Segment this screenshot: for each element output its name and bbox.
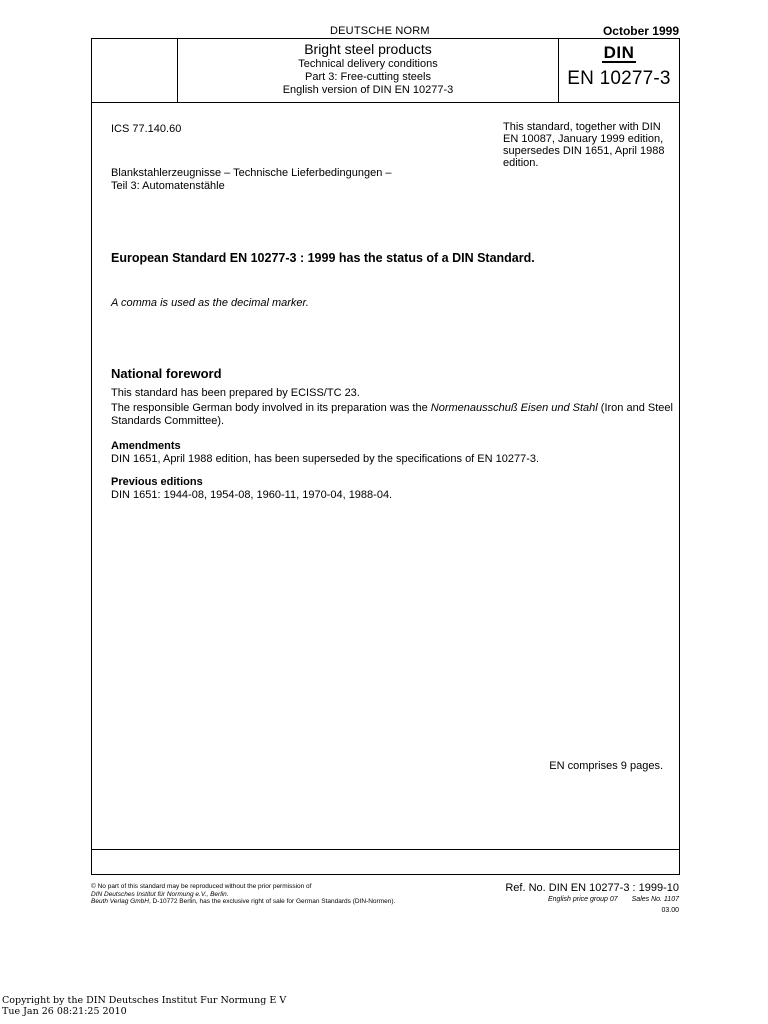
download-stamp-line-1: Copyright by the DIN Deutsches Institut Fur Normung E V	[2, 995, 287, 1006]
copyright-line-1: © No part of this standard may be reproduced without the prior permission of	[91, 883, 312, 890]
publication-date: October 1999	[602, 24, 679, 38]
german-title	[111, 167, 392, 192]
amendments-text: DIN 1651, April 1988 edition, has been superseded by the specifications of EN 10277-3.	[111, 453, 540, 465]
download-stamp	[2, 995, 286, 1017]
document-frame	[91, 38, 680, 875]
page-count-note: EN comprises 9 pages.	[549, 760, 663, 772]
title-line-2: Part 3: Free-cutting steels	[305, 71, 431, 83]
publisher-name: Beuth Verlag GmbH	[91, 898, 149, 905]
foreword-p2-end: (Iron and Steel Standards Committee).	[111, 402, 673, 427]
foreword-paragraph-2	[111, 402, 676, 428]
previous-editions-text: DIN 1651: 1944-08, 1954-08, 1960-11, 1970-04, 1988-04.	[111, 489, 393, 501]
german-title-line-1: Blankstahlerzeugnisse – Technische Lieferbedingungen –	[111, 167, 392, 179]
standard-number: EN 10277-3	[567, 68, 671, 89]
previous-editions-heading: Previous editions	[111, 476, 203, 488]
national-foreword-heading: National foreword	[111, 366, 222, 381]
ics-code: ICS 77.140.60	[111, 123, 182, 135]
copyright-line-3	[91, 898, 481, 906]
title-block	[178, 41, 558, 97]
copyright-line-2: DIN Deutsches Institut für Normung e.V., Berlin.	[91, 890, 229, 898]
deutsche-norm-label: DEUTSCHE NORM	[330, 25, 430, 37]
document-title: Bright steel products	[304, 41, 432, 57]
price-group: English price group 07	[547, 896, 618, 903]
title-line-3: English version of DIN EN 10277-3	[282, 84, 454, 96]
title-line-1: Technical delivery conditions	[298, 58, 438, 70]
german-title-line-2: Teil 3: Automatenstähle	[111, 179, 225, 192]
publisher-rest: , D-10772 Berlin, has the exclusive right of sale for German Standards (DIN-Normen).	[148, 898, 396, 905]
committee-name: Normenausschuß Eisen und Stahl	[430, 402, 598, 414]
copyright-notice	[91, 883, 481, 906]
national-foreword-body	[111, 387, 676, 502]
download-stamp-line-2: Tue Jan 26 08:21:25 2010	[2, 1006, 127, 1017]
amendments-heading: Amendments	[111, 440, 181, 452]
din-logo	[558, 45, 680, 90]
din-word-logo: DIN	[603, 43, 635, 62]
header-rule	[92, 102, 679, 103]
reference-number: Ref. No. DIN EN 10277-3 : 1999-10	[505, 882, 679, 894]
supersedes-note: This standard, together with DIN EN 10087, January 1999 edition, supersedes DIN 1651, April 1988 edition.	[503, 121, 665, 169]
foreword-paragraph-1: This standard has been prepared by ECISS/TC 23.	[111, 387, 360, 399]
footer-rule	[92, 849, 679, 850]
edition-code: 03.00	[661, 907, 679, 914]
status-statement: European Standard EN 10277-3 : 1999 has the status of a DIN Standard.	[111, 251, 535, 265]
decimal-note: A comma is used as the decimal marker.	[111, 297, 309, 309]
price-info	[548, 896, 679, 903]
foreword-p2-start: The responsible German body involved in its preparation was the	[111, 402, 431, 414]
sales-number: Sales No. 1107	[631, 896, 679, 903]
